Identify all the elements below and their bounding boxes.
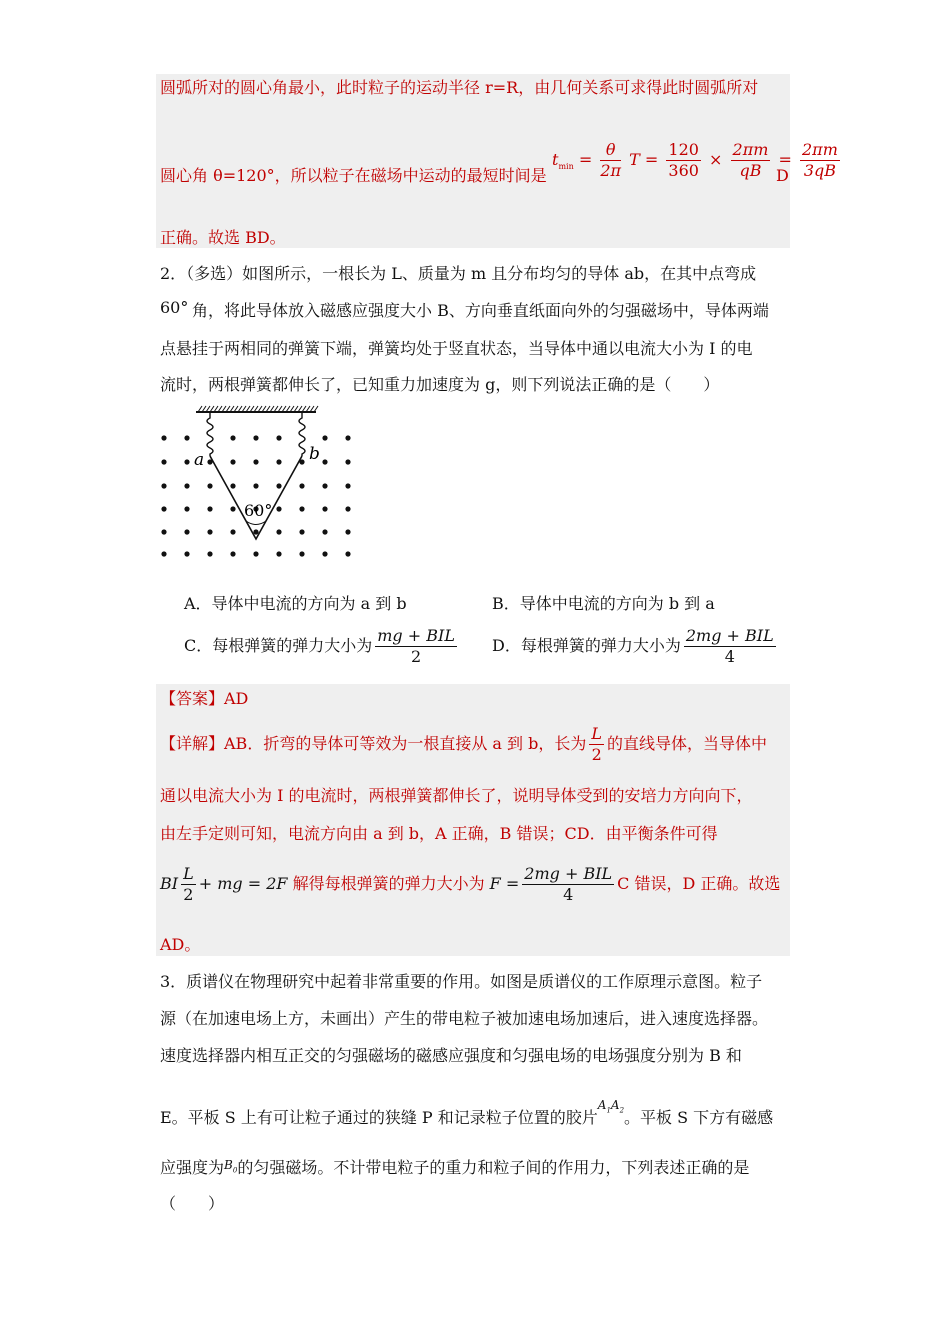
option-d[interactable] [492, 626, 779, 667]
conductor-figure [150, 404, 360, 564]
b0-symbol: B0 [224, 1158, 238, 1175]
question-3-line-5: 应强度为$^{B_0}$的匀强磁场。不计带电粒子的重力和粒子间的作用力，下列表述正确的是 [160, 1158, 750, 1177]
field-dot [184, 483, 189, 488]
field-dot [207, 483, 212, 488]
option-a[interactable]: A．导体中电流的方向为 a 到 b [184, 594, 407, 613]
field-dot [161, 459, 166, 464]
detail-line-4-mid: 解得每根弹簧的弹力大小为 [292, 874, 485, 893]
field-dot [345, 506, 350, 511]
field-dot [207, 506, 212, 511]
field-dot [207, 529, 212, 534]
detail-line-3: 由左手定则可知，电流方向由 a 到 b，A 正确，B 错误；CD．由平衡条件可得 [160, 824, 718, 843]
field-dot [230, 483, 235, 488]
solution-line-1: 圆弧所对的圆心角最小，此时粒子的运动半径 r=R，由几何关系可求得此时圆弧所对 [160, 78, 759, 97]
fraction-2pim-3qB: $\frac{2\pi m}{3qB}$ [802, 140, 838, 180]
question-2-angle: 60° [160, 298, 189, 317]
field-dot [322, 435, 327, 440]
formula-T: T = [629, 150, 659, 169]
question-3-line-2: 源（在加速电场上方，未画出）产生的带电粒子被加速电场加速后，进入速度选择器。 [160, 1009, 769, 1028]
solution-line-2: 圆心角 θ=120°，所以粒子在磁场中运动的最短时间是 [160, 166, 547, 185]
field-dot [184, 506, 189, 511]
question-2-line-3: 点悬挂于两相同的弹簧下端，弹簧均处于竖直状态，当导体中通以电流大小为 I 的电 [160, 339, 753, 358]
field-dot [276, 529, 281, 534]
field-dot [161, 435, 166, 440]
question-2-line-2: 角，将此导体放入磁感应强度大小 B、方向垂直纸面向外的匀强磁场中，导体两端 [192, 301, 769, 320]
field-dot [299, 506, 304, 511]
bent-conductor [210, 456, 302, 539]
field-dot [322, 506, 327, 511]
label-b: b [309, 444, 320, 464]
field-dot [345, 459, 350, 464]
solution-line-3: 正确。故选 BD。 [160, 228, 286, 247]
field-dot [207, 551, 212, 556]
field-dot [276, 506, 281, 511]
fraction-theta: $\frac{\theta}{2\pi}$ [600, 140, 622, 180]
field-dot [276, 459, 281, 464]
field-dot [184, 459, 189, 464]
angle-label: 60° [244, 501, 273, 520]
field-dot [253, 529, 258, 534]
field-dot [230, 435, 235, 440]
field-dot [345, 435, 350, 440]
equation-fraction: $\frac{L}{2}$ [183, 864, 194, 904]
formula-eq2: = [778, 150, 792, 169]
field-dot [184, 551, 189, 556]
solution-line-2-tail: D [776, 166, 789, 185]
field-dot [184, 435, 189, 440]
field-dot [322, 529, 327, 534]
question-3-line-6: （ ） [160, 1194, 225, 1213]
field-dot [276, 435, 281, 440]
field-dot [299, 551, 304, 556]
spring-left [207, 412, 213, 456]
field-dot [322, 483, 327, 488]
label-a: a [194, 450, 205, 470]
field-dot [161, 506, 166, 511]
field-dot [253, 435, 258, 440]
question-2-line-1: 2．（多选）如图所示，一根长为 L、质量为 m 且分布均匀的导体 ab，在其中点弯成 [160, 264, 757, 283]
ceiling [196, 406, 318, 412]
field-dot [299, 529, 304, 534]
field-dot [276, 551, 281, 556]
field-dot [230, 506, 235, 511]
equation-F-fraction: $\frac{\text{2mg + BIL}}{4}$ [524, 864, 613, 904]
question-3-line-4: E。平板 S 上有可让粒子通过的狭缝 P 和记录粒子位置的胶片$^{A_1A_2}$。平板 S 下方有磁感 [160, 1098, 774, 1127]
film-symbol: A1A2 [597, 1098, 625, 1115]
option-c[interactable] [184, 626, 460, 667]
detail-line-4-tail: C 错误，D 正确。故选 [617, 874, 781, 893]
field-dot [161, 483, 166, 488]
option-b[interactable]: B．导体中电流的方向为 b 到 a [492, 594, 715, 613]
min-time-formula [552, 140, 843, 181]
equation-rest: + mg = 2F [198, 874, 288, 893]
field-dot [161, 529, 166, 534]
spring-right [299, 412, 305, 456]
formula-times: × [709, 150, 723, 169]
field-dot [184, 529, 189, 534]
formula-t: t [552, 150, 559, 169]
field-dot [276, 483, 281, 488]
detail-line-2: 通以电流大小为 I 的电流时，两根弹簧都伸长了，说明导体受到的安培力方向向下， [160, 786, 753, 805]
field-dot [299, 483, 304, 488]
field-dot [230, 459, 235, 464]
field-dot [253, 459, 258, 464]
question-2-line-4: 流时，两根弹簧都伸长了，已知重力加速度为 g，则下列说法正确的是（ ） [160, 375, 720, 394]
question-3-line-1: 3．质谱仪在物理研究中起着非常重要的作用。如图是质谱仪的工作原理示意图。粒子 [160, 972, 763, 991]
detail-line-5: AD。 [160, 935, 201, 954]
field-dot [322, 551, 327, 556]
detail-line-4 [160, 864, 780, 905]
equation-F: F = [489, 874, 520, 893]
field-dot [230, 529, 235, 534]
detail-line-1: 【详解】AB．折弯的导体可等效为一根直接从 a 到 b，长为 $\frac{L}{2}$ 的直线导体，当导体中 [160, 724, 767, 764]
formula-sub: min [558, 162, 574, 172]
field-dot [345, 529, 350, 534]
question-3-line-3: 速度选择器内相互正交的匀强磁场的磁感应强度和匀强电场的电场强度分别为 B 和 [160, 1046, 742, 1065]
field-dot [253, 483, 258, 488]
field-dot [322, 459, 327, 464]
field-dot [230, 551, 235, 556]
answer-line: 【答案】AD [160, 689, 249, 708]
option-d-fraction: $\frac{\text{2mg + BIL}}{4}$ [685, 626, 774, 666]
option-c-text: C．每根弹簧的弹力大小为 [184, 636, 373, 655]
angle-arc [246, 521, 266, 525]
field-dot [253, 551, 258, 556]
formula-eq: = [578, 150, 593, 169]
field-dot [345, 483, 350, 488]
equation-bi: BI [160, 874, 179, 893]
fraction-2pim-qB: $\frac{2\pi m}{qB}$ [732, 140, 769, 180]
field-dot [345, 551, 350, 556]
option-c-fraction: $\frac{\text{mg + BIL}}{2}$ [377, 626, 455, 666]
option-d-text: D．每根弹簧的弹力大小为 [492, 636, 681, 655]
field-dot [161, 551, 166, 556]
fraction-L-2: $\frac{L}{2}$ [591, 724, 602, 764]
fraction-120-360: $\frac{120}{360}$ [668, 140, 699, 180]
